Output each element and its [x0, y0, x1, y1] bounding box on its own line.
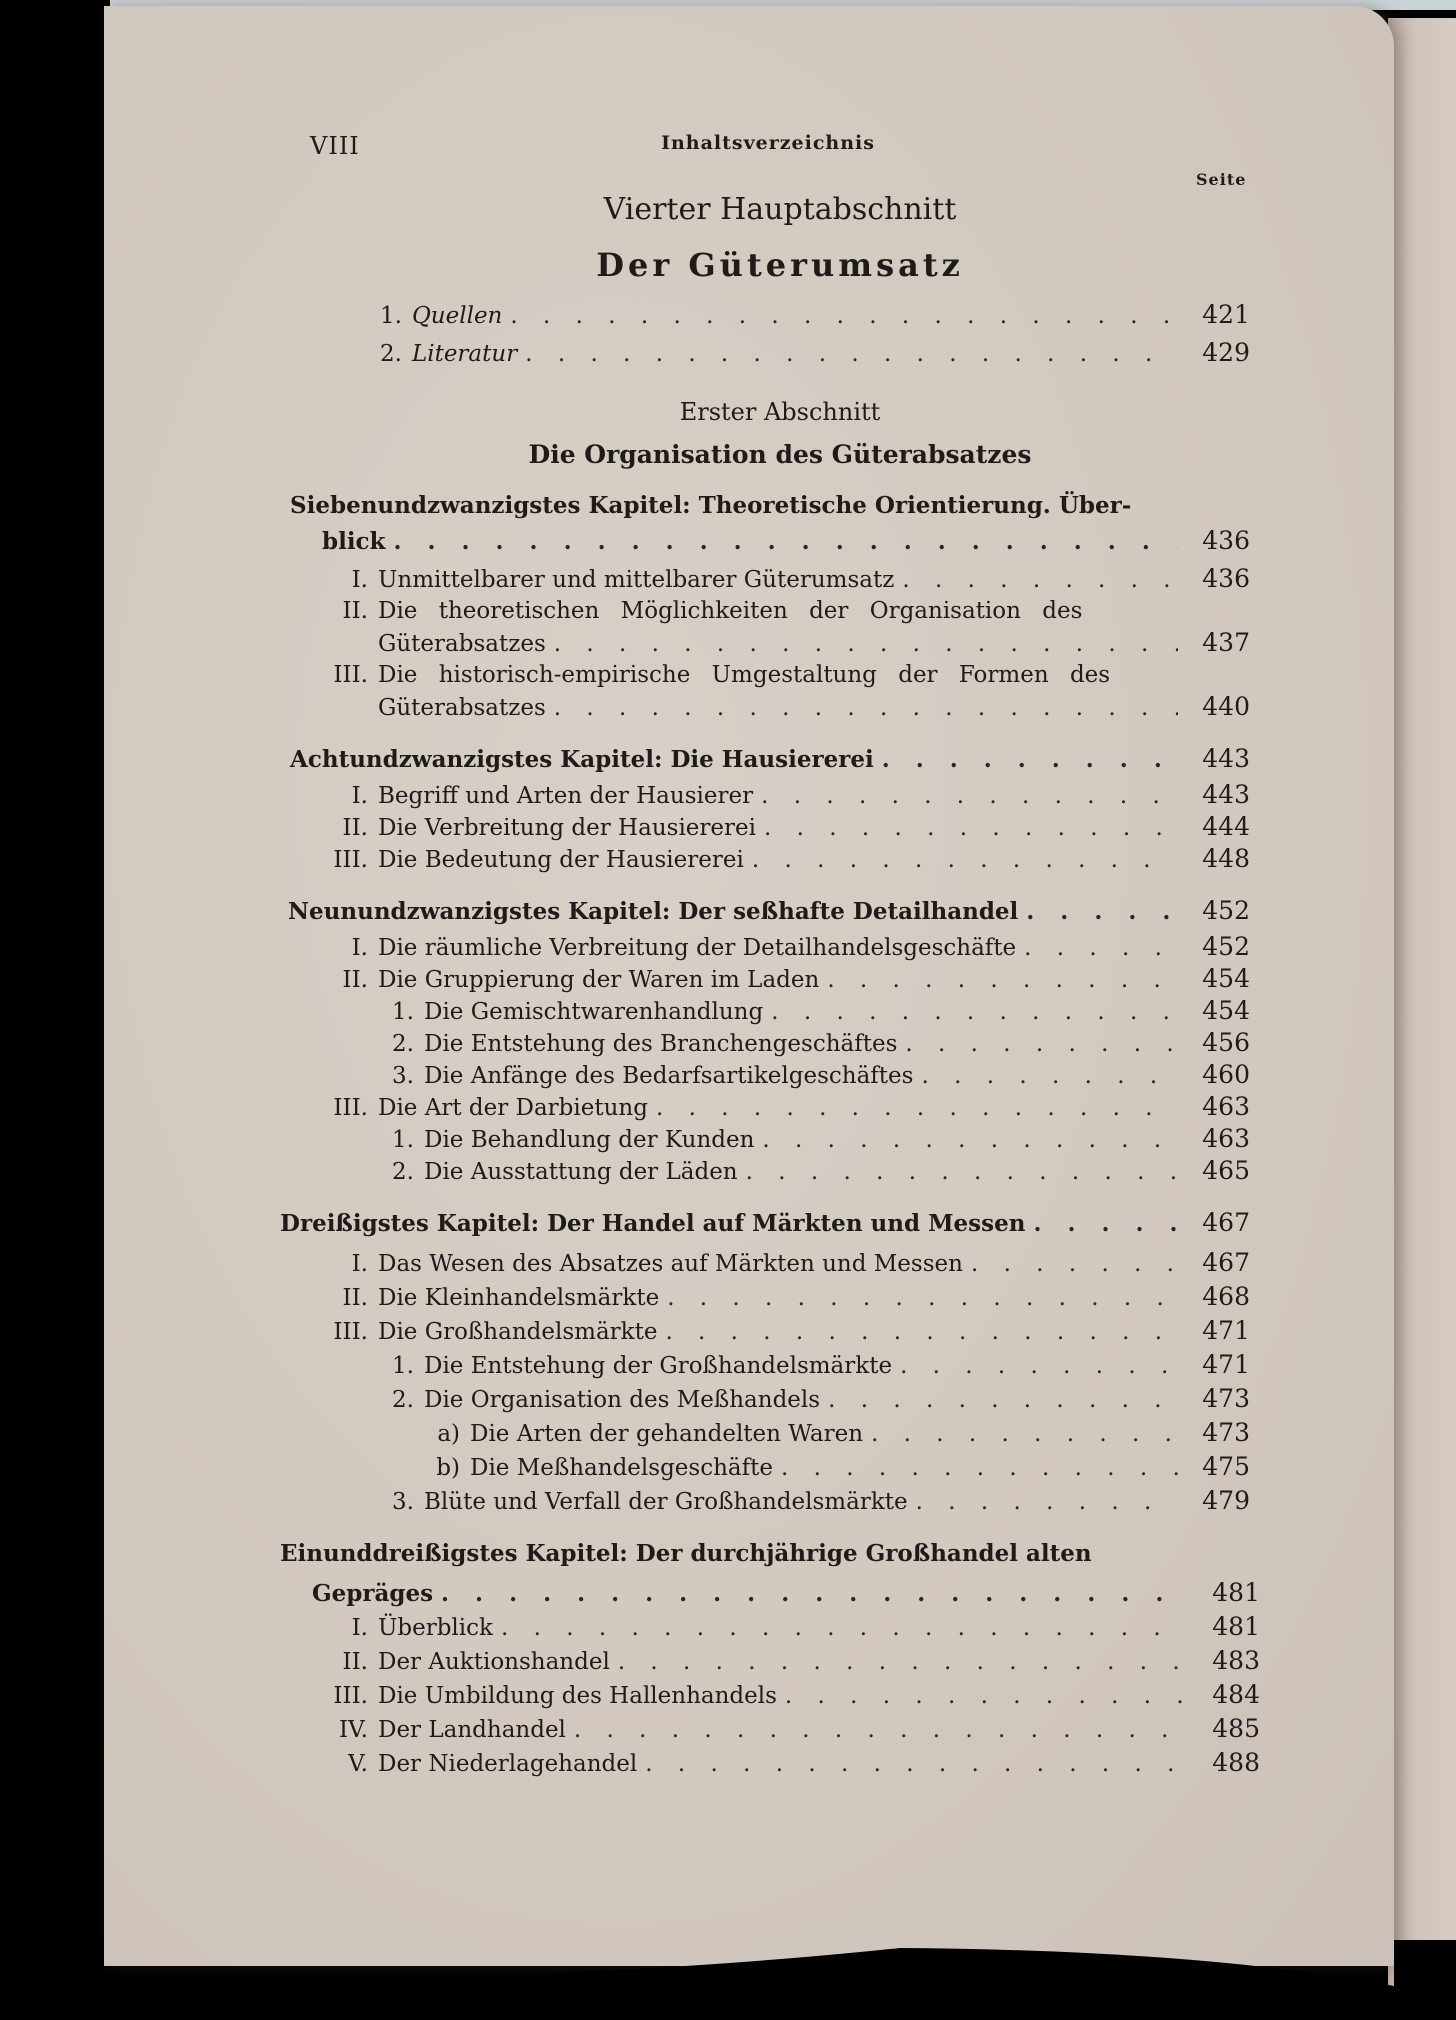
entry-page: 456 — [1202, 1028, 1250, 1057]
dot-leader — [1026, 898, 1178, 925]
dot-leader — [645, 1751, 1188, 1777]
entry-number: II. — [342, 1285, 368, 1311]
entry-number: 2. — [392, 1031, 414, 1057]
dot-leader — [554, 631, 1178, 657]
entry-title: Die Verbreitung der Hausiererei — [378, 815, 756, 841]
toc-entry — [290, 1748, 1260, 1777]
toc-entry — [380, 338, 1250, 367]
entry-number: 1. — [392, 999, 414, 1025]
entry-title: Die Meßhandelsgeschäfte — [470, 1455, 773, 1481]
entry-page: 473 — [1202, 1418, 1250, 1447]
toc-entry — [290, 564, 1250, 593]
entry-page: 468 — [1202, 1282, 1250, 1311]
entry-number: I. — [351, 1615, 368, 1641]
section-label: Erster Abschnitt — [679, 398, 881, 426]
toc-entry — [290, 996, 1250, 1025]
entry-page: 481 — [1212, 1612, 1260, 1641]
entry-page: 473 — [1202, 1384, 1250, 1413]
entry-number: III. — [333, 1683, 368, 1709]
chapter-page: 467 — [1202, 1208, 1250, 1237]
section-title: Die Organisation des Güterabsatzes — [528, 440, 1032, 469]
entry-title: Überblick — [378, 1615, 493, 1641]
entry-title: Die Art der Darbietung — [378, 1095, 648, 1121]
toc-entry-continued — [378, 628, 1250, 657]
entry-number: 3. — [392, 1489, 414, 1515]
entry-title: Die Behandlung der Kunden — [424, 1127, 755, 1153]
entry-title: Güterabsatzes — [378, 695, 546, 721]
chapter-heading-continued — [312, 1578, 1260, 1607]
entry-page: 465 — [1202, 1156, 1250, 1185]
entry-title: Die Großhandelsmärkte — [378, 1319, 658, 1345]
chapter-heading — [280, 1208, 1250, 1237]
entry-number: 2. — [392, 1387, 414, 1413]
dot-leader — [871, 1421, 1178, 1447]
entry-number: 1. — [392, 1127, 414, 1153]
entry-number: I. — [351, 1251, 368, 1277]
entry-page: 454 — [1202, 964, 1250, 993]
running-title: Inhaltsverzeichnis — [661, 132, 875, 154]
entry-number: IV. — [339, 1717, 368, 1743]
toc-entry — [290, 598, 1190, 624]
toc-entry — [290, 812, 1250, 841]
dot-leader — [618, 1649, 1188, 1675]
entry-page: 436 — [1202, 564, 1250, 593]
entry-page: 448 — [1202, 844, 1250, 873]
chapter-title: Achtundzwanzigstes Kapitel: Die Hausiererei — [290, 746, 874, 773]
entry-page: 471 — [1202, 1316, 1250, 1345]
entry-number: 1. — [380, 303, 402, 329]
chapter-heading-continued — [322, 526, 1250, 555]
entry-number: II. — [342, 815, 368, 841]
dot-leader — [902, 567, 1178, 593]
toc-entry — [290, 1680, 1260, 1709]
entry-page: 463 — [1202, 1124, 1250, 1153]
entry-title: Die theoretischen Möglichkeiten der Organisation des — [378, 598, 1083, 624]
toc-entry — [290, 1248, 1250, 1277]
entry-title: Der Landhandel — [378, 1717, 566, 1743]
dot-leader — [554, 695, 1178, 721]
dot-leader — [665, 1319, 1178, 1345]
entry-title: Die räumliche Verbreitung der Detailhandelsgeschäfte — [378, 935, 1017, 961]
entry-number: III. — [333, 1319, 368, 1345]
chapter-heading — [288, 896, 1250, 925]
entry-page: 485 — [1212, 1714, 1260, 1743]
entry-page: 479 — [1202, 1486, 1250, 1515]
entry-number: 2. — [380, 341, 402, 367]
toc-entry — [290, 1452, 1250, 1481]
entry-title: Unmittelbarer und mittelbarer Güterumsatz — [378, 567, 895, 593]
dot-leader — [781, 1455, 1178, 1481]
entry-title: Die Entstehung des Branchengeschäftes — [424, 1031, 898, 1057]
entry-page: 484 — [1212, 1680, 1260, 1709]
entry-page: 437 — [1202, 628, 1250, 657]
chapter-page: 436 — [1202, 526, 1250, 555]
entry-number: II. — [342, 1649, 368, 1675]
chapter-heading: Siebenundzwanzigstes Kapitel: Theoretische Orientierung. Über- — [290, 492, 1132, 519]
entry-title: Quellen — [411, 303, 503, 329]
chapter-title: blick — [322, 528, 386, 555]
dot-leader — [441, 1580, 1188, 1607]
entry-title: Die historisch-empirische Umgestaltung der Formen des — [378, 662, 1111, 688]
entry-title: Die Anfänge des Bedarfsartikelgeschäftes — [424, 1063, 914, 1089]
entry-page: 454 — [1202, 996, 1250, 1025]
entry-number: III. — [333, 847, 368, 873]
entry-title: Der Auktionshandel — [378, 1649, 610, 1675]
dot-leader — [828, 1387, 1178, 1413]
dot-leader — [667, 1285, 1178, 1311]
toc-entry — [290, 844, 1250, 873]
toc-entry — [290, 1282, 1250, 1311]
toc-entry — [290, 1028, 1250, 1057]
part-label: Vierter Hauptabschnitt — [603, 192, 957, 227]
toc-entry — [290, 932, 1250, 961]
toc-entry — [290, 1092, 1250, 1121]
entry-title: Die Arten der gehandelten Waren — [470, 1421, 864, 1447]
entry-number: II. — [342, 967, 368, 993]
dot-leader — [764, 815, 1178, 841]
entry-title: Blüte und Verfall der Großhandelsmärkte — [424, 1489, 908, 1515]
dot-leader — [394, 528, 1179, 555]
entry-page: 463 — [1202, 1092, 1250, 1121]
entry-page: 444 — [1202, 812, 1250, 841]
entry-title: Die Ausstattung der Läden — [424, 1159, 738, 1185]
dot-leader — [1024, 935, 1178, 961]
dot-leader — [771, 999, 1178, 1025]
toc-entry — [290, 780, 1250, 809]
chapter-heading: Einunddreißigstes Kapitel: Der durchjährige Großhandel alten — [280, 1540, 1092, 1567]
toc-entry — [290, 1350, 1250, 1379]
dot-leader — [1033, 1210, 1178, 1237]
toc-entry — [290, 1714, 1260, 1743]
dot-leader — [752, 847, 1178, 873]
entry-title: Das Wesen des Absatzes auf Märkten und Messen — [378, 1251, 963, 1277]
entry-page: 475 — [1202, 1452, 1250, 1481]
dot-leader — [501, 1615, 1188, 1641]
entry-number: a) — [437, 1421, 460, 1447]
toc-entry — [380, 300, 1250, 329]
chapter-page: 481 — [1212, 1578, 1260, 1607]
dot-leader — [882, 746, 1178, 773]
toc-entry — [290, 1418, 1250, 1447]
entry-page: 429 — [1202, 338, 1250, 367]
toc-entry — [290, 1316, 1250, 1345]
dot-leader — [746, 1159, 1178, 1185]
entry-number: I. — [351, 935, 368, 961]
entry-title: Begriff und Arten der Hausierer — [378, 783, 754, 809]
toc-entry — [290, 1156, 1250, 1185]
dot-leader — [921, 1063, 1178, 1089]
entry-number: II. — [342, 598, 368, 624]
chapter-page: 452 — [1202, 896, 1250, 925]
dot-leader — [900, 1353, 1178, 1379]
dot-leader — [510, 303, 1178, 329]
entry-title: Der Niederlagehandel — [378, 1751, 638, 1777]
toc-entry — [290, 1612, 1260, 1641]
dot-leader — [827, 967, 1178, 993]
dot-leader — [905, 1031, 1178, 1057]
part-title: Der Güterumsatz — [596, 246, 964, 284]
chapter-title: Gepräges — [312, 1580, 434, 1607]
toc-entry — [290, 1124, 1250, 1153]
chapter-title: Neunundzwanzigstes Kapitel: Der seßhafte Detailhandel — [288, 898, 1019, 925]
entry-number: I. — [351, 567, 368, 593]
dot-leader — [574, 1717, 1188, 1743]
chapter-title: Dreißigstes Kapitel: Der Handel auf Märkten und Messen — [280, 1210, 1026, 1237]
entry-number: 1. — [392, 1353, 414, 1379]
dot-leader — [916, 1489, 1178, 1515]
entry-number: b) — [436, 1455, 460, 1481]
entry-number: III. — [333, 1095, 368, 1121]
entry-title: Die Bedeutung der Hausiererei — [378, 847, 744, 873]
page-folio: VIII — [310, 132, 360, 160]
chapter-page: 443 — [1202, 744, 1250, 773]
entry-title: Güterabsatzes — [378, 631, 546, 657]
entry-title: Die Organisation des Meßhandels — [424, 1387, 821, 1413]
entry-page: 467 — [1202, 1248, 1250, 1277]
dot-leader — [971, 1251, 1178, 1277]
dot-leader — [761, 783, 1178, 809]
entry-title: Die Entstehung der Großhandelsmärkte — [424, 1353, 893, 1379]
entry-title: Die Kleinhandelsmärkte — [378, 1285, 660, 1311]
entry-number: I. — [351, 783, 368, 809]
entry-page: 440 — [1202, 692, 1250, 721]
toc-entry — [290, 1384, 1250, 1413]
entry-page: 452 — [1202, 932, 1250, 961]
entry-page: 483 — [1212, 1646, 1260, 1675]
entry-number: 2. — [392, 1159, 414, 1185]
toc-entry — [290, 1486, 1250, 1515]
dot-leader — [525, 341, 1178, 367]
entry-number: 3. — [392, 1063, 414, 1089]
dot-leader — [762, 1127, 1178, 1153]
toc-entry — [290, 662, 1190, 688]
entry-page: 488 — [1212, 1748, 1260, 1777]
toc-entry — [290, 1646, 1260, 1675]
entry-title: Die Umbildung des Hallenhandels — [378, 1683, 777, 1709]
toc-entry — [290, 964, 1250, 993]
page-column-label: Seite — [1196, 170, 1247, 189]
entry-title: Die Gruppierung der Waren im Laden — [378, 967, 820, 993]
toc-entry — [290, 1060, 1250, 1089]
dot-leader — [656, 1095, 1178, 1121]
entry-page: 443 — [1202, 780, 1250, 809]
dot-leader — [785, 1683, 1188, 1709]
entry-title: Die Gemischtwarenhandlung — [424, 999, 764, 1025]
toc-entry-continued — [378, 692, 1250, 721]
entry-page: 421 — [1202, 300, 1250, 329]
entry-page: 460 — [1202, 1060, 1250, 1089]
entry-number: V. — [348, 1751, 368, 1777]
entry-page: 471 — [1202, 1350, 1250, 1379]
chapter-heading — [290, 744, 1250, 773]
entry-number: III. — [333, 662, 368, 688]
entry-title: Literatur — [411, 341, 518, 367]
